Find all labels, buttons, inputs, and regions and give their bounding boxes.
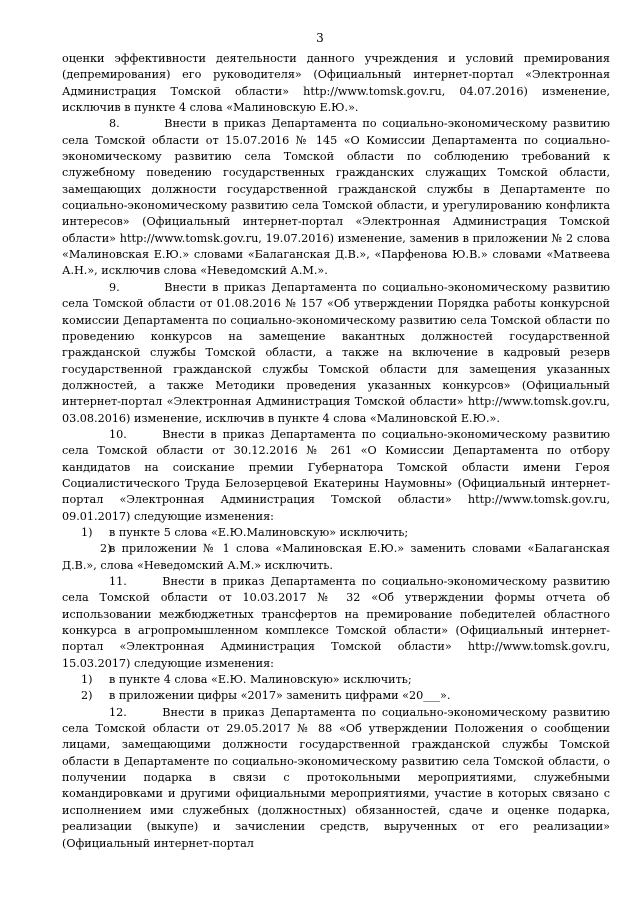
document-body bbox=[62, 51, 610, 852]
paragraph-item-10: 10. Внести в приказ Департамента по социально-экономическому развитию села Томской области от 30.12.2016 № 261 «О Комиссии Департамента по отбору кандидатов на соискание премии Губернатора Томской области имени Героя Социалистического Труда Белозерцевой Екатерины Наумовны» (Официальный интернет-портал «Электронная Администрация Томской области» http://www.tomsk.gov.ru, 09.01.2017) следующие изменения: bbox=[62, 427, 610, 523]
subitem-text: в пункте 4 слова «Е.Ю. Малиновскую» исключить; bbox=[109, 673, 412, 687]
paragraph-item-12: 12. Внести в приказ Департамента по социально-экономическому развитию села Томской области от 29.05.2017 № 88 «Об утверждении Положения о сообщении лицами, замещающими должности государственной гражданской службы Томской области в Департаменте по социально-экономическому развитию села Томской области, о получении подарка в связи с протокольными мероприятиями, служебными командировками и другими официальными мероприятиями, участие в которых связано с исполнением ими служебных (должностных) обязанностей, сдаче и оценке подарка, реализации (выкупе) и зачислении средств, вырученных от его реализации» (Официальный интернет-портал bbox=[62, 705, 610, 850]
paragraph-item-11: 11. Внести в приказ Департамента по социально-экономическому развитию села Томской области от 10.03.2017 № 32 «Об утверждении формы отчета об использовании межбюджетных трансфертов на премирование победителей областного конкурса в агропромышленном комплексе Томской области» (Официальный интернет-портал «Электронная Администрация Томской области» http://www.tomsk.gov.ru, 15.03.2017) следующие изменения: bbox=[62, 575, 610, 670]
subitem-text: в приложении цифры «2017» заменить цифрами «20___». bbox=[109, 689, 451, 703]
subitem-number: 1) bbox=[81, 673, 93, 687]
paragraph-continuation: оценки эффективности деятельности данного учреждения и условий премирования (депремирования) его руководителя» (Официальный интернет-портал «Электронная Администрация Томской области» http://www.tomsk.gov.ru, 04.07.2016) изменение, исключив в пункте 4 слова «Малиновскую Е.Ю.». bbox=[62, 52, 610, 115]
page-number: 3 bbox=[316, 31, 324, 45]
paragraph-item-8: 8. Внести в приказ Департамента по социально-экономическому развитию села Томской области от 15.07.2016 № 145 «О Комиссии Департамента по социально-экономическому развитию села Томской области по соблюдению требований к служебному поведению государственных гражданских служащих Томской области, замещающих должности государственной гражданской службы в Департаменте по социально-экономическому развитию села Томской области, и урегулированию конфликта интересов» (Официальный интернет-портал «Электронная Администрация Томской области» http://www.tomsk.gov.ru, 19.07.2016) изменение, заменив в приложении № 2 слова «Малиновская Е.Ю.» словами «Балаганская Д.В.», «Парфенова Ю.В.» словами «Матвеева А.Н.», исключив слова «Неведомский А.М.». bbox=[62, 117, 610, 278]
paragraph-item-9: 9. Внести в приказ Департамента по социально-экономическому развитию села Томской области от 01.08.2016 № 157 «Об утверждении Порядка работы конкурсной комиссии Департамента по социально-экономическому развитию села Томской области по проведению конкурсов на замещение вакантных должностей государственной гражданской службы Томской области, а также на включение в кадровый резерв государственной гражданской службы Томской области для замещения указанных должностей, а также Методики проведения указанных конкурсов» (Официальный интернет-портал «Электронная Администрация Томской области» http://www.tomsk.gov.ru, 03.08.2016) изменение, исключив в пункте 4 слова «Малиновской Е.Ю.». bbox=[62, 280, 610, 425]
subitem-number: 2) bbox=[81, 689, 93, 703]
subitem-10-1 bbox=[62, 525, 610, 541]
subitem-number: 2) bbox=[100, 542, 112, 556]
subitem-number: 1) bbox=[81, 525, 93, 539]
subitem-11-1 bbox=[62, 672, 610, 688]
subitem-11-2 bbox=[62, 688, 610, 704]
subitem-10-2 bbox=[62, 541, 610, 574]
subitem-text: в пункте 5 слова «Е.Ю.Малиновскую» исключить; bbox=[109, 525, 409, 539]
subitem-text: в приложении № 1 слова «Малиновская Е.Ю.» заменить словами «Балаганская Д.В.», слова «Неведомский А.М.» исключить. bbox=[62, 542, 610, 572]
